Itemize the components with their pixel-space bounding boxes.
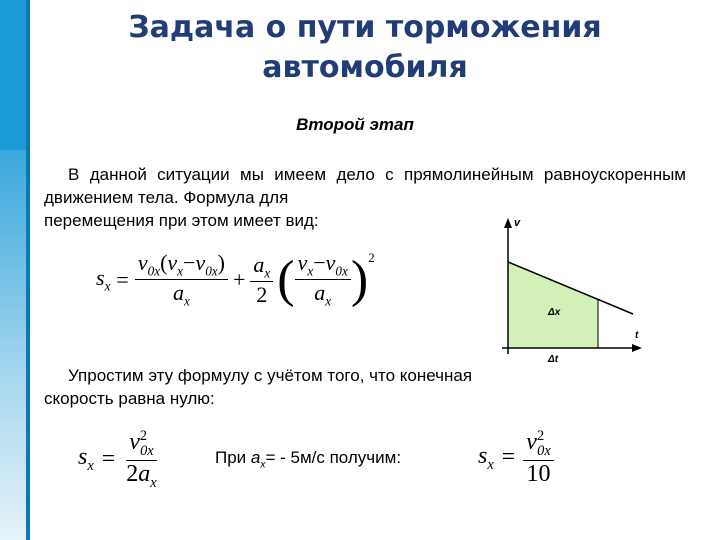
formula-lhs: $s_x$ <box>96 265 111 294</box>
paragraph-simplify-main: Упростим эту формулу с учётом того, что конечная <box>68 366 473 385</box>
graph-y-label: v <box>514 217 521 229</box>
left-accent-bar <box>0 0 30 540</box>
slide-title-line1: Задача о пути торможения <box>128 10 602 45</box>
graph-interval-label: Δt <box>548 354 559 362</box>
result-intro-text: При $a_x= - 5м/с$ получим: <box>215 448 402 471</box>
formula-exponent: 2 <box>368 250 375 265</box>
formula-open-paren: ( <box>277 250 295 308</box>
formula-fraction-3: $\frac{v_x-v_{0x}}{a_x}$ <box>295 250 351 310</box>
velocity-time-graph <box>488 212 648 362</box>
paragraph-simplify <box>44 364 686 410</box>
formula3-fraction: $\frac{v^2_{0x}}{10}$ <box>523 428 553 488</box>
accent-edge <box>26 0 30 540</box>
displacement-formula <box>96 250 375 310</box>
paragraph-intro-last-line: перемещения при этом имеет вид: <box>44 211 319 230</box>
graph-x-label: t <box>635 330 639 341</box>
slide-subtitle: Второй этап <box>296 115 414 134</box>
formula2-lhs: $s_x$ <box>78 444 94 475</box>
slide-title-line2: автомобиля <box>262 50 468 85</box>
formula-fraction-2: $\frac{a_x}{2}$ <box>250 252 273 308</box>
formula-close-paren: ) <box>350 250 369 308</box>
formula-fraction-1: $\frac{v_{0x}(v_x-v_{0x})}{a_x}$ <box>135 250 228 310</box>
result-formula <box>478 428 554 488</box>
formula-plus: + <box>232 266 246 292</box>
graph-x-arrow <box>632 344 642 352</box>
paragraph-intro-main: В данной ситуации мы имеем дело с прямолинейным равноускоренным движением тела. Формула для <box>44 165 686 207</box>
formula2-equals: = <box>101 446 116 473</box>
slide-title <box>40 8 690 88</box>
formula2-fraction: $\frac{v^2_{0x}}{2a_x}$ <box>126 428 157 491</box>
formula-equals: = <box>116 266 129 292</box>
simplified-formula <box>78 428 160 492</box>
paragraph-simplify-last-line: скорость равна нулю: <box>44 389 215 408</box>
graph-area-label: Δx <box>548 307 561 318</box>
formula3-lhs: $s_x$ <box>478 442 494 473</box>
graph-area-fill <box>508 262 598 348</box>
graph-y-arrow <box>504 218 512 228</box>
formula3-equals: = <box>501 444 516 471</box>
